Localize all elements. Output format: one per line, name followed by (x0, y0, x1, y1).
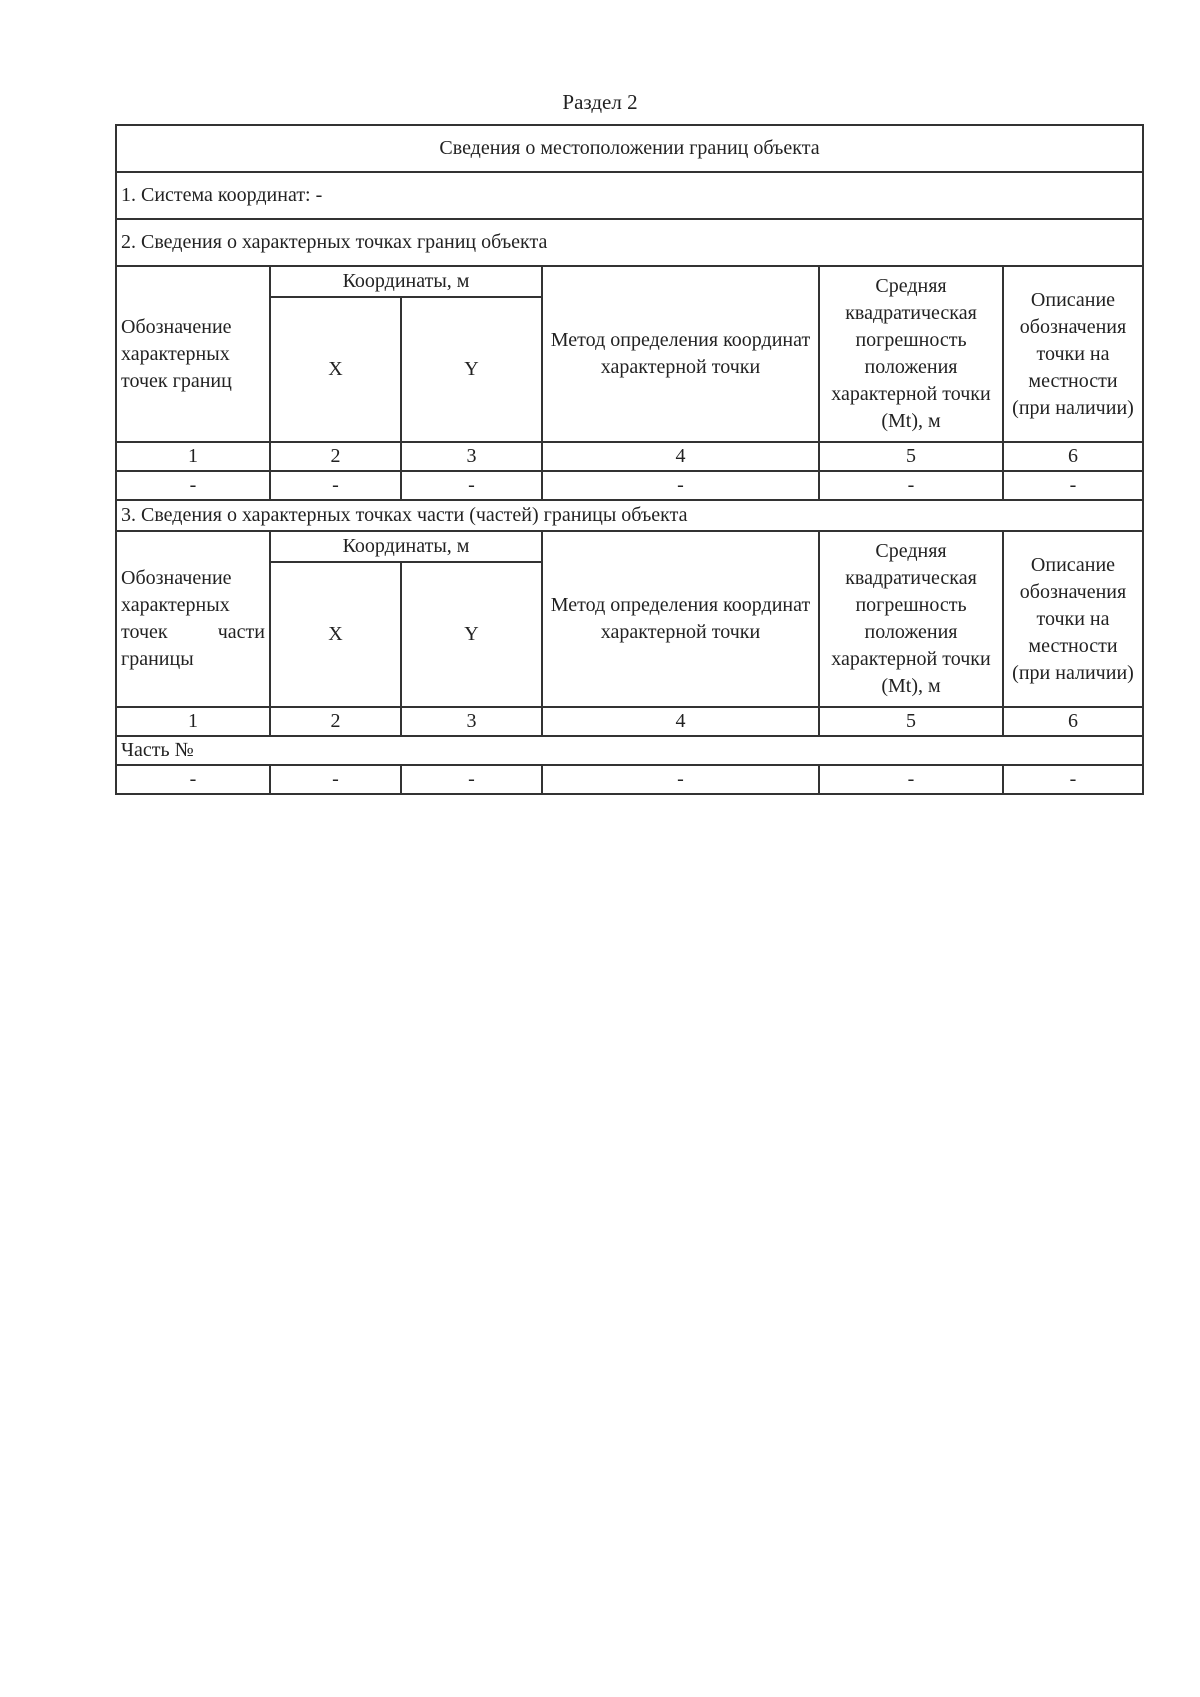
block2-col-y: Y (401, 297, 542, 442)
block2-col-description: Описание обозначения точки на местности (при наличии) (1003, 266, 1143, 442)
table-cell: 1 (116, 707, 270, 736)
table-cell: - (401, 765, 542, 794)
block3-coords-header: Координаты, м (270, 531, 542, 562)
table-cell: - (1003, 471, 1143, 500)
block2-col-x: X (270, 297, 401, 442)
block2-col-designation: Обозначение характерных точек границ (116, 266, 270, 442)
block2-col-method: Метод определения координат характерной точки (542, 266, 819, 442)
table-title: Сведения о местоположении границ объекта (116, 125, 1143, 172)
table-cell: - (116, 471, 270, 500)
table-cell: 2 (270, 707, 401, 736)
block2-coords-header: Координаты, м (270, 266, 542, 297)
table-cell: 4 (542, 707, 819, 736)
block2-heading: 2. Сведения о характерных точках границ объекта (116, 219, 1143, 266)
block3-heading: 3. Сведения о характерных точках части (частей) границы объекта (116, 500, 1143, 531)
table-cell: 3 (401, 442, 542, 471)
table-cell: - (542, 765, 819, 794)
block3-col-description: Описание обозначения точки на местности (при наличии) (1003, 531, 1143, 707)
block3-data-row (116, 765, 1143, 794)
block2-col-error: Средняя квадратическая погрешность положения характерной точки (Mt), м (819, 266, 1003, 442)
block2-number-row (116, 442, 1143, 471)
block3-col-error: Средняя квадратическая погрешность положения характерной точки (Mt), м (819, 531, 1003, 707)
table-cell: 5 (819, 707, 1003, 736)
block3-col-y: Y (401, 562, 542, 707)
table-cell: 2 (270, 442, 401, 471)
table-cell: - (116, 765, 270, 794)
table-cell: - (542, 471, 819, 500)
table-cell: 4 (542, 442, 819, 471)
block3-col-designation: Обозначение характерных точек части границы (116, 531, 270, 707)
table-cell: - (401, 471, 542, 500)
boundary-table (115, 124, 1144, 795)
table-cell: 6 (1003, 707, 1143, 736)
table-cell: - (819, 471, 1003, 500)
table-cell: 1 (116, 442, 270, 471)
table-cell: 6 (1003, 442, 1143, 471)
table-cell: - (819, 765, 1003, 794)
table-cell: - (270, 471, 401, 500)
table-cell: - (1003, 765, 1143, 794)
block3-col-method: Метод определения координат характерной точки (542, 531, 819, 707)
section-title: Раздел 2 (562, 90, 638, 114)
block2-data-row (116, 471, 1143, 500)
block3-number-row (116, 707, 1143, 736)
part-number-label: Часть № (116, 736, 1143, 765)
block3-col-x: X (270, 562, 401, 707)
coordinate-system: 1. Система координат: - (116, 172, 1143, 219)
table-cell: - (270, 765, 401, 794)
table-cell: 3 (401, 707, 542, 736)
table-cell: 5 (819, 442, 1003, 471)
